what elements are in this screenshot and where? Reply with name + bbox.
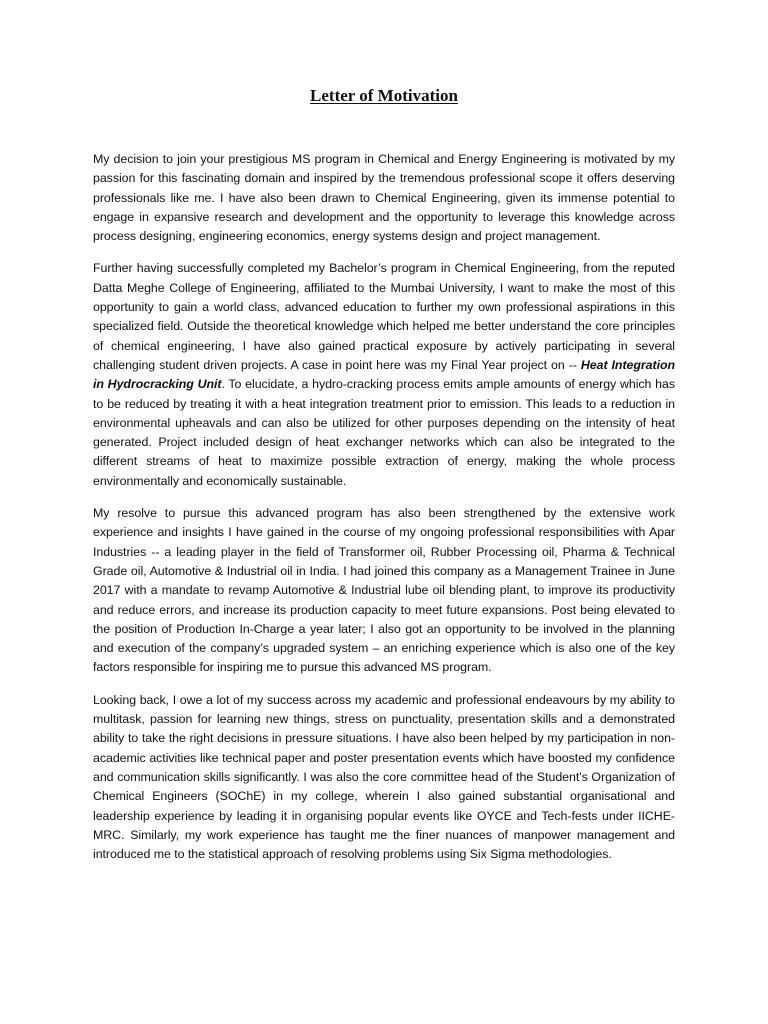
paragraph-1: My decision to join your prestigious MS program in Chemical and Energy Engineering is motivated by my passion for this fascinating domain and inspired by the tremendous professional scope it offers deserving professionals like me. I have also been drawn to Chemical Engineering, given its immense potential to engage in expansive research and development and the opportunity to leverage this knowledge across process designing, engineering economics, energy systems design and project management.	[93, 152, 675, 244]
paragraph-2-text-before: Further having successfully completed my Bachelor’s program in Chemical Engineering, from the reputed Datta Meghe College of Engineering, affiliated to the Mumbai University, I want to make the most of this opportunity to gain a world class, advanced education to further my own professional aspirations in this specialized field. Outside the theoretical knowledge which helped me better understand the core principles of chemical engineering, I have also gained practical exposure by actively participating in several challenging student driven projects. A case in point here was my Final Year project on --	[93, 261, 675, 372]
page-title: Letter of Motivation	[310, 86, 458, 105]
paragraph-2-text-after: . To elucidate, a hydro-cracking process emits ample amounts of energy which has to be reduced by treating it with a heat integration treatment prior to emission. This leads to a reduction in environmental upheavals and can also be utilized for other purposes depending on the intensity of heat generated. Project included design of heat exchanger networks which can also be integrated to the different streams of heat to maximize possible extraction of energy, making the whole process environmentally and economically sustainable.	[93, 377, 675, 488]
project-title-emphasis: Heat Integration in Hydrocracking Unit	[93, 357, 676, 392]
letter-body	[93, 150, 675, 877]
paragraph-4: Looking back, I owe a lot of my success across my academic and professional endeavours by my ability to multitask, passion for learning new things, stress on punctuality, presentation skills and a demonstrated ability to take the right decisions in pressure situations. I have also been helped by my participation in non-academic activities like technical paper and poster presentation events which have boosted my confidence and communication skills significantly. I was also the core committee head of the Student's Organization of Chemical Engineers (SOChE) in my college, wherein I also gained substantial organisational and leadership experience by leading it in organising popular events like OYCE and Tech-fests under IICHE-MRC. Similarly, my work experience has taught me the finer nuances of manpower management and introduced me to the statistical approach of resolving problems using Six Sigma methodologies.	[93, 692, 675, 862]
paragraph-2	[93, 259, 675, 491]
paragraph-3: My resolve to pursue this advanced program has also been strengthened by the extensive work experience and insights I have gained in the course of my ongoing professional responsibilities with Apar Industries -- a leading player in the field of Transformer oil, Rubber Processing oil, Pharma & Technical Grade oil, Automotive & Industrial oil in India. I had joined this company as a Management Trainee in June 2017 with a mandate to revamp Automotive & Industrial lube oil blending plant, to improve its productivity and reduce errors, and increase its production capacity to meet future expansions. Post being elevated to the position of Production In-Charge a year later; I also got an opportunity to be involved in the planning and execution of the company’s upgraded system – an enriching experience which is also one of the key factors responsible for inspiring me to pursue this advanced MS program.	[93, 506, 675, 675]
